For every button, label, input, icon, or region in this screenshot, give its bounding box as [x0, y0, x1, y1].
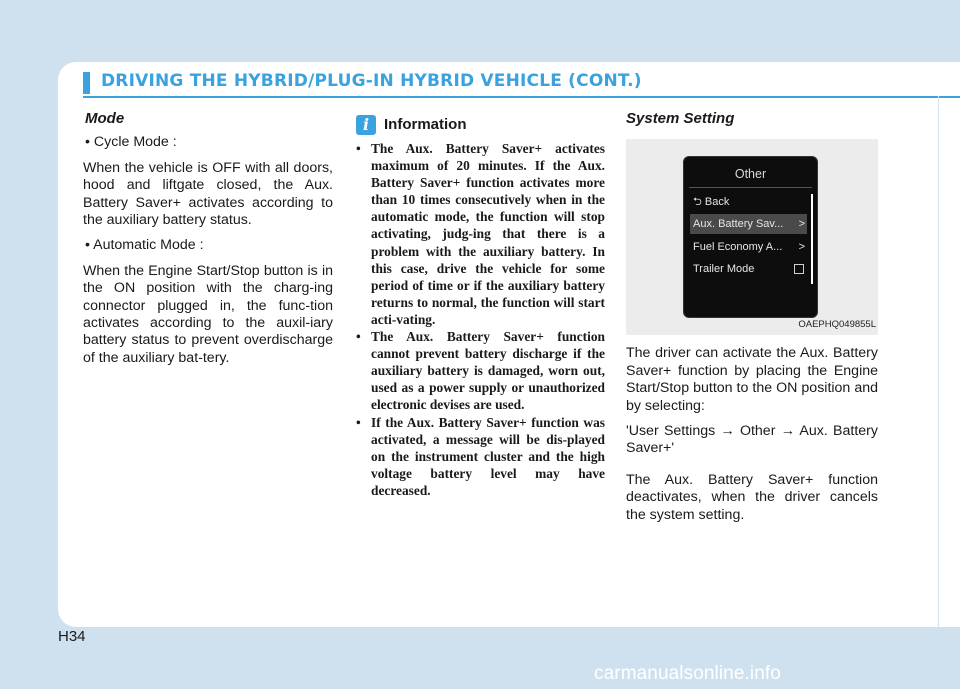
header-underline	[83, 96, 960, 98]
information-list	[355, 140, 605, 499]
watermark: carmanualsonline.info	[594, 663, 781, 684]
chevron-right-icon: >	[798, 218, 805, 231]
automatic-mode-text: When the Engine Start/Stop button is in the ON position with the charg-ing connector plugged in, the func-tion activates according to the auxil-iary battery status to prevent overdischarge of the auxiliary bat-tery.	[83, 262, 333, 366]
information-header	[355, 114, 605, 136]
cycle-mode-text: When the vehicle is OFF with all doors, hood and liftgate closed, the Aux. Battery Saver+ activates according to the auxiliary battery status.	[83, 159, 333, 229]
menu-item-fuel-economy	[690, 237, 807, 257]
back-label	[693, 192, 729, 212]
system-setting-text	[626, 345, 878, 524]
cluster-figure	[626, 139, 878, 335]
system-setting-column	[626, 110, 878, 532]
figure-code: OAEPHQ049855L	[798, 319, 876, 330]
menu-path-text: 'User Settings → Other → Aux. Battery Saver+'	[626, 423, 878, 457]
cycle-mode-bullet: • Cycle Mode :	[85, 134, 177, 151]
deactivation-text: The Aux. Battery Saver+ function deactivates, when the driver cancels the system setting.	[626, 471, 878, 523]
screen-scrollbar	[811, 194, 813, 284]
back-arrow-icon: ⮌	[693, 196, 702, 209]
screen-divider	[689, 187, 812, 188]
menu-item-trailer-mode	[690, 259, 807, 279]
system-setting-heading: System Setting	[626, 110, 735, 127]
information-item-text: If the Aux. Battery Saver+ function was activated, a message will be dis-played on the instrument cluster and the high voltage battery level may have decreased.	[371, 414, 605, 498]
back-text: Back	[704, 196, 730, 209]
section-header	[83, 70, 960, 96]
information-title: Information	[384, 116, 467, 134]
chevron-right-icon: >	[798, 241, 805, 254]
list-item: • The Aux. Battery Saver+ function cannot prevent battery discharge if the auxiliary battery is damaged, worn out, used as a power supply or unauthorized electronic devises are used.	[356, 329, 605, 413]
automatic-mode-bullet: • Automatic Mode :	[85, 237, 204, 254]
checkbox-icon	[794, 264, 804, 274]
activation-text: The driver can activate the Aux. Battery Saver+ function by placing the Engine Start/Stop button to the ON position and by selecting:	[626, 345, 878, 414]
menu-item-label: Aux. Battery Sav...	[693, 218, 784, 231]
cluster-screen	[683, 156, 818, 318]
section-title: DRIVING THE HYBRID/PLUG-IN HYBRID VEHICLE (CONT.)	[101, 71, 642, 91]
mode-column	[83, 110, 333, 375]
list-item: • If the Aux. Battery Saver+ function was activated, a message will be dis-played on the instrument cluster and the high voltage battery level may have decreased.	[356, 414, 605, 498]
menu-item-label: Fuel Economy A...	[693, 241, 783, 254]
menu-item-aux-battery-saver	[690, 214, 807, 234]
margin-rule	[938, 96, 939, 627]
header-accent-bar	[83, 72, 90, 94]
list-item: • The Aux. Battery Saver+ activates maximum of 20 minutes. If the Aux. Battery Saver+ function activates more than 10 times consecutively when in the automatic mode, the function will stop activating, judg-ing that there is a problem with the auxiliary battery. In this case, drive the vehicle for some period of time or if the auxiliary battery returns to normal, the function will start acti-vating.	[356, 141, 605, 327]
mode-heading: Mode	[85, 110, 125, 127]
menu-item-label: Trailer Mode	[693, 263, 755, 276]
information-item-text: The Aux. Battery Saver+ activates maximum of 20 minutes. If the Aux. Battery Saver+ function activates more than 10 times consecutively when in the automatic mode, the function will stop activating, judg-ing that there is a problem with the auxiliary battery. In this case, drive the vehicle for some period of time or if the auxiliary battery returns to normal, the function will start acti-vating.	[371, 141, 605, 327]
screen-title: Other	[734, 167, 767, 182]
page-number: H34	[58, 628, 86, 645]
info-icon: i	[356, 115, 376, 135]
information-item-text: The Aux. Battery Saver+ function cannot prevent battery discharge if the auxiliary battery is damaged, worn out, used as a power supply or unauthorized electronic devises are used.	[371, 329, 605, 413]
information-box	[355, 114, 605, 499]
back-menu-item	[690, 192, 807, 212]
